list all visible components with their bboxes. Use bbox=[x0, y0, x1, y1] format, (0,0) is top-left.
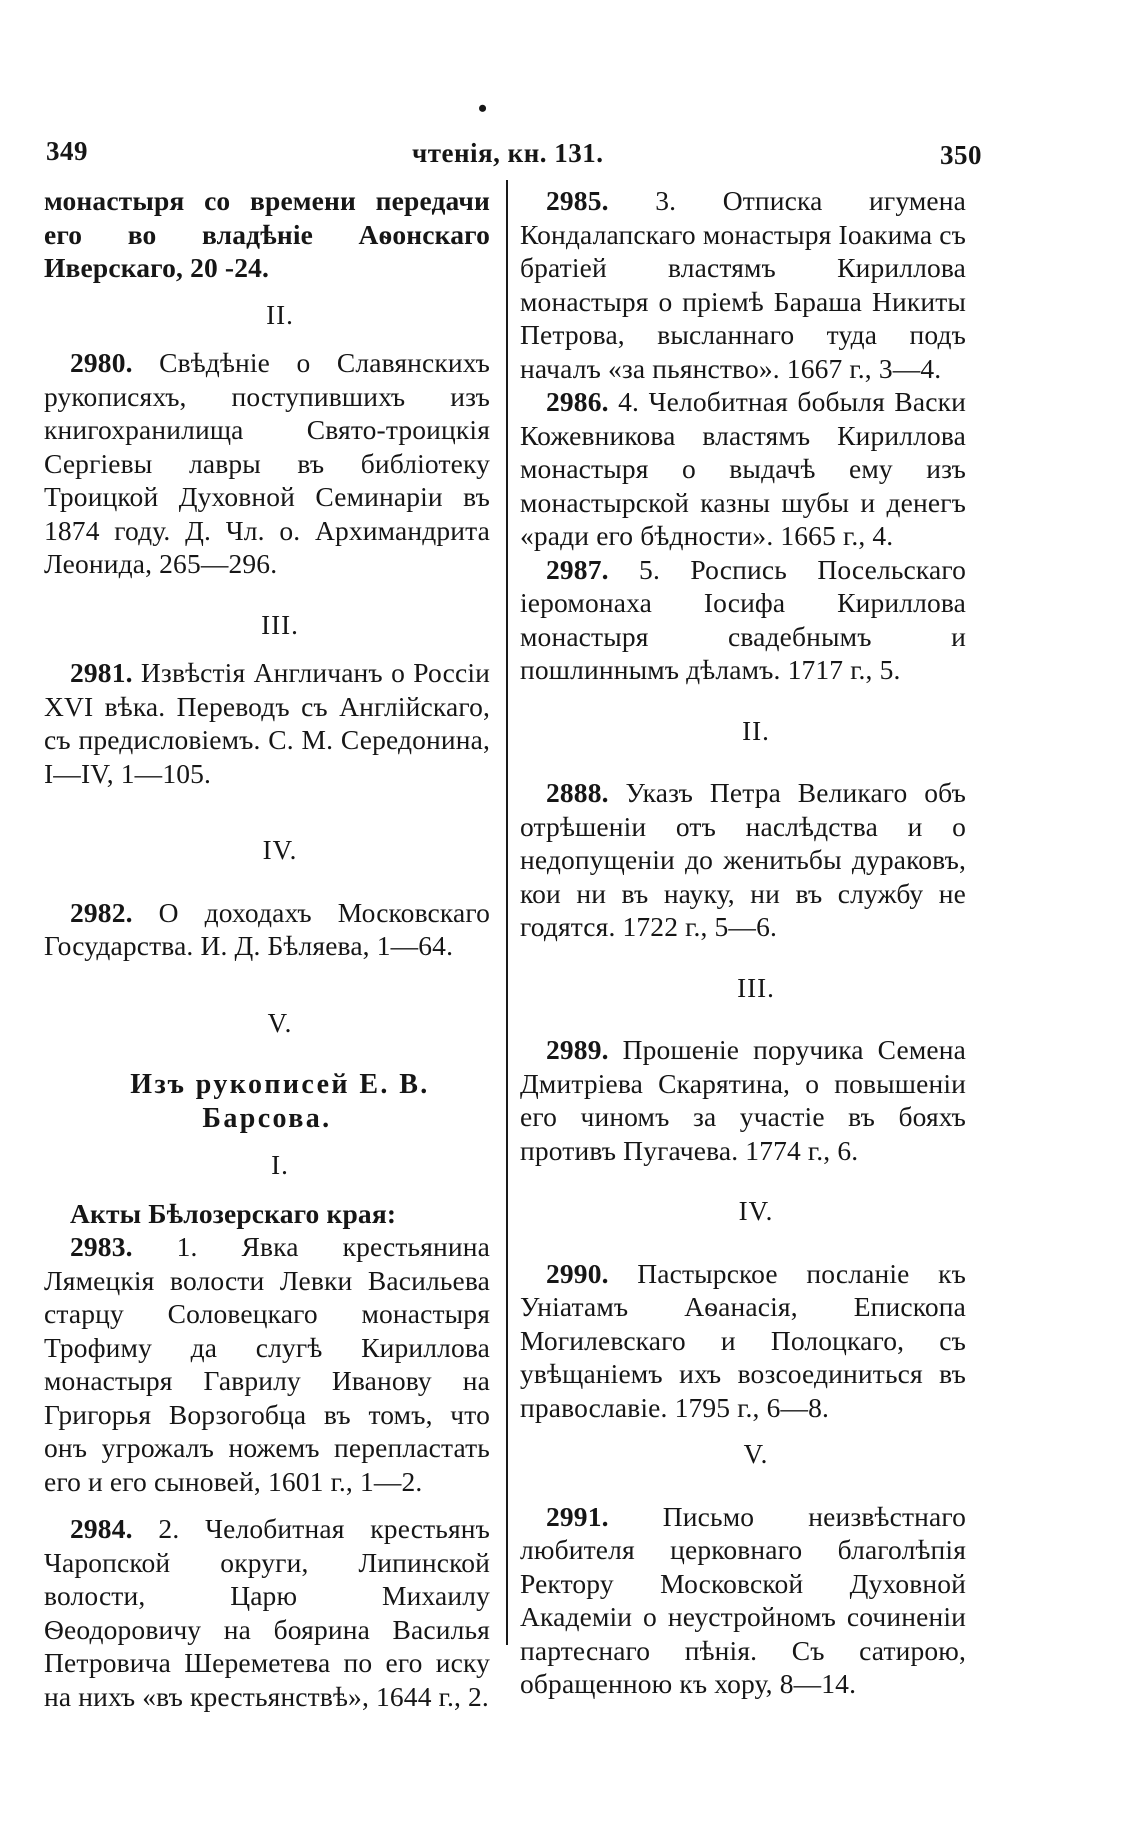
entry-2981 bbox=[44, 656, 490, 790]
entry-number: 2983. bbox=[70, 1231, 133, 1262]
section-heading: Изъ рукописей Е. В. Барсова. bbox=[130, 1069, 430, 1134]
running-title: чтенія, кн. 131. bbox=[412, 138, 604, 168]
section-marker: III. bbox=[261, 609, 299, 640]
entry-2983 bbox=[44, 1230, 490, 1498]
entry-number: 2985. bbox=[546, 185, 609, 216]
entry-number: 2982. bbox=[70, 896, 133, 928]
entry-number: 2991. bbox=[546, 1500, 609, 1532]
entry-number: 2888. bbox=[546, 777, 609, 808]
entry-text: Письмо неизвѣстнаго любителя церковнаго благолѣпія Ректору Московской Духовной Академіи о неустройномъ сочиненіи партеснаго пѣнія. Съ сатирою, обращенною къ хору, 8—14. bbox=[520, 1500, 966, 1699]
section-marker: II. bbox=[266, 299, 294, 330]
entry-number: 2981. bbox=[70, 657, 133, 688]
entry-text: Прошеніе поручика Семена Дмитріева Скарятина, о повышеніи его чиномъ за участіе въ бояхъ противъ Пугачева. 1774 г., 6. bbox=[520, 1034, 966, 1166]
section-marker: IV. bbox=[262, 835, 298, 865]
entry-2984 bbox=[44, 1512, 490, 1713]
section-marker: I. bbox=[271, 1150, 289, 1180]
running-header bbox=[40, 128, 1060, 172]
entry-text: Указъ Петра Великаго объ отрѣшеніи отъ наслѣдства и о недопущеніи до женитьбы дураковъ, кои ни въ науку, ни въ службу не годятся. 1722 г., 5—6. bbox=[520, 777, 966, 942]
entry-text: 5. Роспись Посельскаго іеромонаха Іосифа Кириллова монастыря свадебнымъ и пошлиннымъ дѣламъ. 1717 г., 5. bbox=[520, 553, 966, 685]
entry-text: О доходахъ Московскаго Государства. И. Д. Бѣляева, 1—64. bbox=[44, 896, 490, 961]
entry-2991 bbox=[520, 1500, 966, 1701]
entry-2985 bbox=[520, 184, 966, 385]
entry-2987 bbox=[520, 553, 966, 687]
page-number-right: 350 bbox=[940, 140, 982, 170]
entry-continuation bbox=[44, 184, 490, 285]
entry-number: 2987. bbox=[546, 553, 609, 585]
entry-text: монастыря со времени передачи его во владѣніе Аѳонскаго Иверскаго, 20 -24. bbox=[44, 185, 490, 283]
entry-2989 bbox=[520, 1033, 966, 1167]
entry-text: Извѣстія Англичанъ о Россіи XVI вѣка. Переводъ съ Англійскаго, съ предисловіемъ. С. М. Середонина, I—IV, 1—105. bbox=[44, 657, 490, 789]
entry-text: Пастырское посланіе къ Уніатамъ Аѳанасія, Епископа Могилевскаго и Полоцкаго, съ увѣщаніемъ ихъ возсоединиться въ православіе. 1795 г., 6—8. bbox=[520, 1257, 966, 1423]
section-marker: III. bbox=[737, 972, 775, 1003]
acts-title: Акты Бѣлозерскаго края: bbox=[70, 1197, 397, 1229]
entry-number: 2986. bbox=[546, 386, 609, 417]
section-marker: V. bbox=[267, 1007, 293, 1038]
right-column bbox=[520, 184, 966, 1701]
entry-text: Свѣдѣніе о Славянскихъ рукописяхъ, поступившихъ изъ книгохранилища Свято-троицкія Сергіевы лавры въ библіотеку Троицкой Духовной Семинаріи въ 1874 году. Д. Чл. о. Архимандрита Леонида, 265—296. bbox=[44, 347, 490, 579]
entry-2986 bbox=[520, 385, 966, 553]
column-divider bbox=[506, 180, 508, 1645]
entry-number: 2984. bbox=[70, 1513, 133, 1544]
entry-text: 4. Челобитная бобыля Васки Кожевникова властямъ Кириллова монастыря о выдачѣ ему изъ монастырской казны шубы и денегъ «ради его бѣдности». 1665 г., 4. bbox=[520, 386, 966, 551]
entry-text: 1. Явка крестьянина Лямецкія волости Левки Васильева старцу Соловецкаго монастыря Трофиму да слугѣ Кириллова монастыря Гаврилу Иванову на Григорья Ворзогобца въ томъ, что онъ угрожалъ ножемъ перепластать его и его сыновей, 1601 г., 1—2. bbox=[44, 1231, 490, 1497]
entry-number: 2990. bbox=[546, 1257, 609, 1289]
section-marker: IV. bbox=[738, 1196, 774, 1226]
entry-2988 bbox=[520, 776, 966, 944]
page-number-left: 349 bbox=[46, 136, 88, 166]
entry-number: 2989. bbox=[546, 1034, 609, 1065]
printer-dot: • bbox=[478, 94, 488, 123]
entry-2982 bbox=[44, 896, 490, 963]
entry-number: 2980. bbox=[70, 347, 133, 378]
entry-text: 3. Отписка игумена Кондалапскаго монастыря Іоакима съ братіей властямъ Кириллова монастыря о пріемѣ Бараша Никиты Петрова, высланнаго туда подъ началъ «за пьянство». 1667 г., 3—4. bbox=[520, 185, 966, 384]
entry-2990 bbox=[520, 1257, 966, 1425]
section-marker: V. bbox=[743, 1439, 769, 1469]
entry-2980 bbox=[44, 346, 490, 581]
section-marker: II. bbox=[742, 715, 770, 746]
entry-text: 2. Челобитная крестьянъ Чаропской округи, Липинской волости, Царю Михаилу Ѳеодоровичу на боярина Василья Петровича Шереметева по его иску на нихъ «въ крестьянствѣ», 1644 г., 2. bbox=[44, 1513, 490, 1712]
left-column bbox=[44, 184, 490, 1713]
